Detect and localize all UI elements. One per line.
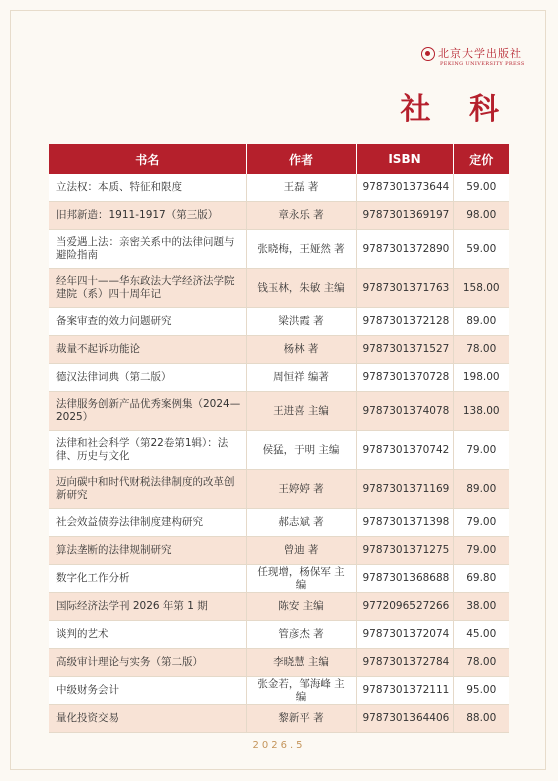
- book-title: 立法权：本质、特征和限度: [49, 174, 246, 202]
- table-row: [49, 431, 509, 470]
- book-title: 量化投资交易: [49, 705, 246, 733]
- table-row: [49, 336, 509, 364]
- book-price: 95.00: [453, 677, 509, 705]
- book-author: 梁洪霞 著: [246, 308, 356, 336]
- book-price: 138.00: [453, 392, 509, 431]
- book-isbn: 9787301372111: [356, 677, 453, 705]
- book-title: 法律和社会科学（第22卷第1辑）：法律、历史与文化: [49, 431, 246, 470]
- book-isbn: 9787301369197: [356, 202, 453, 230]
- book-isbn: 9787301372074: [356, 621, 453, 649]
- table-row: [49, 593, 509, 621]
- book-price: 79.00: [453, 537, 509, 565]
- book-author: 张金若，邹海峰 主编: [246, 677, 356, 705]
- book-isbn: 9787301371763: [356, 269, 453, 308]
- pku-press-logo-icon: [421, 47, 435, 61]
- book-price: 78.00: [453, 649, 509, 677]
- book-title: 迈向碳中和时代财税法律制度的改革创新研究: [49, 470, 246, 509]
- table-row: [49, 649, 509, 677]
- book-title: 法律服务创新产品优秀案例集（2024—2025）: [49, 392, 246, 431]
- table-row: [49, 470, 509, 509]
- book-title: 算法垄断的法律规制研究: [49, 537, 246, 565]
- book-list-table: [49, 144, 509, 733]
- table-row: [49, 565, 509, 593]
- book-isbn: 9787301370742: [356, 431, 453, 470]
- book-isbn: 9787301371398: [356, 509, 453, 537]
- book-title: 社会效益债券法律制度建构研究: [49, 509, 246, 537]
- table-row: [49, 308, 509, 336]
- page-title: 社 科: [400, 92, 513, 127]
- book-title: 谈判的艺术: [49, 621, 246, 649]
- book-author: 李晓慧 主编: [246, 649, 356, 677]
- book-author: 章永乐 著: [246, 202, 356, 230]
- publisher-logo: [421, 45, 525, 69]
- table-row: [49, 202, 509, 230]
- book-author: 任现增，杨保军 主编: [246, 565, 356, 593]
- book-title: 高级审计理论与实务（第二版）: [49, 649, 246, 677]
- book-title: 当爱遇上法：亲密关系中的法律问题与避险指南: [49, 230, 246, 269]
- book-price: 59.00: [453, 174, 509, 202]
- book-price: 158.00: [453, 269, 509, 308]
- publisher-name-cn: 北京大学出版社: [438, 47, 522, 60]
- book-isbn: 9787301372784: [356, 649, 453, 677]
- book-isbn: 9787301371527: [356, 336, 453, 364]
- book-title: 经年四十——华东政法大学经济法学院建院（系）四十周年记: [49, 269, 246, 308]
- table-row: [49, 677, 509, 705]
- book-author: 钱玉林，朱敏 主编: [246, 269, 356, 308]
- header-author: 作者: [246, 144, 356, 174]
- header-title: 书名: [49, 144, 246, 174]
- book-author: 管彦杰 著: [246, 621, 356, 649]
- book-author: 侯猛，于明 主编: [246, 431, 356, 470]
- book-author: 王磊 著: [246, 174, 356, 202]
- book-author: 曾迪 著: [246, 537, 356, 565]
- book-title: 裁量不起诉功能论: [49, 336, 246, 364]
- book-price: 45.00: [453, 621, 509, 649]
- book-price: 98.00: [453, 202, 509, 230]
- table-row: [49, 621, 509, 649]
- book-price: 38.00: [453, 593, 509, 621]
- book-title: 国际经济法学刊 2026 年第 1 期: [49, 593, 246, 621]
- book-price: 79.00: [453, 509, 509, 537]
- book-author: 王进喜 主编: [246, 392, 356, 431]
- book-price: 79.00: [453, 431, 509, 470]
- book-isbn: 9787301373644: [356, 174, 453, 202]
- table-row: [49, 364, 509, 392]
- issue-date: 2026.5: [252, 740, 306, 751]
- book-title: 中级财务会计: [49, 677, 246, 705]
- book-price: 59.00: [453, 230, 509, 269]
- header-price: 定价: [453, 144, 509, 174]
- book-author: 杨林 著: [246, 336, 356, 364]
- book-isbn: 9787301372890: [356, 230, 453, 269]
- header-isbn: ISBN: [356, 144, 453, 174]
- book-author: 郝志斌 著: [246, 509, 356, 537]
- book-author: 张晓梅，王娅然 著: [246, 230, 356, 269]
- book-isbn: 9787301371169: [356, 470, 453, 509]
- book-author: 王婷婷 著: [246, 470, 356, 509]
- book-price: 198.00: [453, 364, 509, 392]
- book-isbn: 9787301364406: [356, 705, 453, 733]
- book-price: 89.00: [453, 470, 509, 509]
- book-price: 78.00: [453, 336, 509, 364]
- table-row: [49, 537, 509, 565]
- book-isbn: 9772096527266: [356, 593, 453, 621]
- book-author: 周恒祥 编著: [246, 364, 356, 392]
- book-title: 数字化工作分析: [49, 565, 246, 593]
- table-row: [49, 230, 509, 269]
- book-price: 88.00: [453, 705, 509, 733]
- table-row: [49, 269, 509, 308]
- book-isbn: 9787301370728: [356, 364, 453, 392]
- book-isbn: 9787301374078: [356, 392, 453, 431]
- book-title: 备案审查的效力问题研究: [49, 308, 246, 336]
- table-row: [49, 174, 509, 202]
- book-title: 德汉法律词典（第二版）: [49, 364, 246, 392]
- book-isbn: 9787301371275: [356, 537, 453, 565]
- book-isbn: 9787301372128: [356, 308, 453, 336]
- book-title: 旧邦新造：1911-1917（第三版）: [49, 202, 246, 230]
- book-author: 陈安 主编: [246, 593, 356, 621]
- book-author: 黎新平 著: [246, 705, 356, 733]
- table-row: [49, 509, 509, 537]
- table-row: [49, 392, 509, 431]
- book-isbn: 9787301368688: [356, 565, 453, 593]
- table-row: [49, 705, 509, 733]
- table-header-row: [49, 144, 509, 174]
- publisher-name-en: PEKING UNIVERSITY PRESS: [440, 61, 525, 67]
- book-price: 69.80: [453, 565, 509, 593]
- book-price: 89.00: [453, 308, 509, 336]
